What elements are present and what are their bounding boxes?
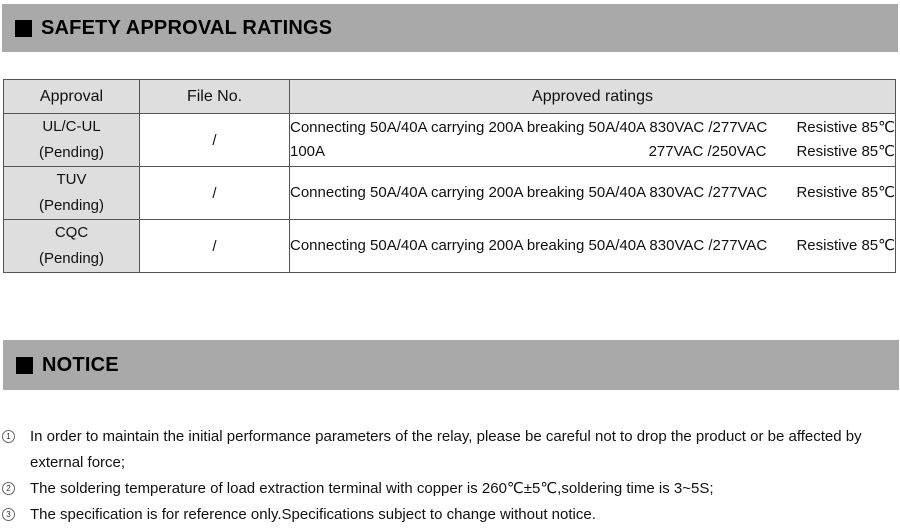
notice-header bbox=[3, 340, 899, 390]
approval-cell bbox=[4, 220, 140, 273]
table-row bbox=[4, 220, 896, 273]
notice-text: The soldering temperature of load extraction terminal with copper is 260℃±5℃,soldering time is 3~5S; bbox=[30, 480, 714, 497]
rating-text: Connecting 50A/40A carrying 200A breaking 50A/40A 830VAC /277VAC bbox=[290, 119, 768, 136]
table-header-row bbox=[4, 80, 896, 114]
approval-status: (Pending) bbox=[38, 197, 105, 214]
circled-number-icon: 1 bbox=[2, 430, 15, 443]
notice-item bbox=[0, 424, 900, 476]
rating-text: Connecting 50A/40A carrying 200A breaking 50A/40A 830VAC /277VAC bbox=[290, 184, 768, 201]
approval-status: (Pending) bbox=[38, 144, 105, 161]
header-approval: Approval bbox=[4, 80, 140, 114]
notice-text-continued: external force; bbox=[30, 454, 126, 471]
table-row bbox=[4, 114, 896, 167]
table-row bbox=[4, 167, 896, 220]
notice-item bbox=[0, 502, 900, 528]
approval-cell bbox=[4, 114, 140, 167]
safety-approval-header bbox=[2, 4, 898, 52]
section-title: SAFETY APPROVAL RATINGS bbox=[41, 16, 333, 39]
notice-item bbox=[0, 476, 900, 502]
rating-resistive: Resistive 85℃ bbox=[796, 184, 895, 201]
rating-current: 100A bbox=[290, 143, 326, 160]
rating-cell bbox=[290, 114, 896, 167]
approval-status: (Pending) bbox=[38, 250, 105, 267]
rating-resistive: Resistive 85℃ bbox=[796, 237, 895, 254]
notice-text: The specification is for reference only.Specifications subject to change without notice. bbox=[30, 506, 596, 523]
approval-name: CQC bbox=[54, 224, 89, 241]
notice-text: In order to maintain the initial performance parameters of the relay, please be careful not to drop the product or be affected by bbox=[30, 428, 862, 445]
rating-voltage: 277VAC /250VAC bbox=[648, 143, 767, 160]
file-no-cell: / bbox=[140, 167, 290, 220]
approval-name: TUV bbox=[56, 171, 87, 188]
file-no-cell: / bbox=[140, 114, 290, 167]
approval-ratings-table bbox=[3, 79, 896, 273]
approval-cell bbox=[4, 167, 140, 220]
approval-name: UL/C-UL bbox=[42, 118, 101, 135]
rating-cell bbox=[290, 167, 896, 220]
section-title: NOTICE bbox=[42, 353, 119, 376]
rating-cell bbox=[290, 220, 896, 273]
square-bullet-icon bbox=[16, 357, 33, 374]
circled-number-icon: 3 bbox=[2, 508, 15, 521]
rating-text: Connecting 50A/40A carrying 200A breaking 50A/40A 830VAC /277VAC bbox=[290, 237, 768, 254]
circled-number-icon: 2 bbox=[2, 482, 15, 495]
rating-resistive: Resistive 85℃ bbox=[796, 143, 895, 160]
header-approved-ratings: Approved ratings bbox=[290, 80, 896, 114]
notice-list bbox=[0, 424, 900, 528]
file-no-cell: / bbox=[140, 220, 290, 273]
rating-resistive: Resistive 85℃ bbox=[796, 119, 895, 136]
header-file-no: File No. bbox=[140, 80, 290, 114]
square-bullet-icon bbox=[15, 20, 32, 37]
